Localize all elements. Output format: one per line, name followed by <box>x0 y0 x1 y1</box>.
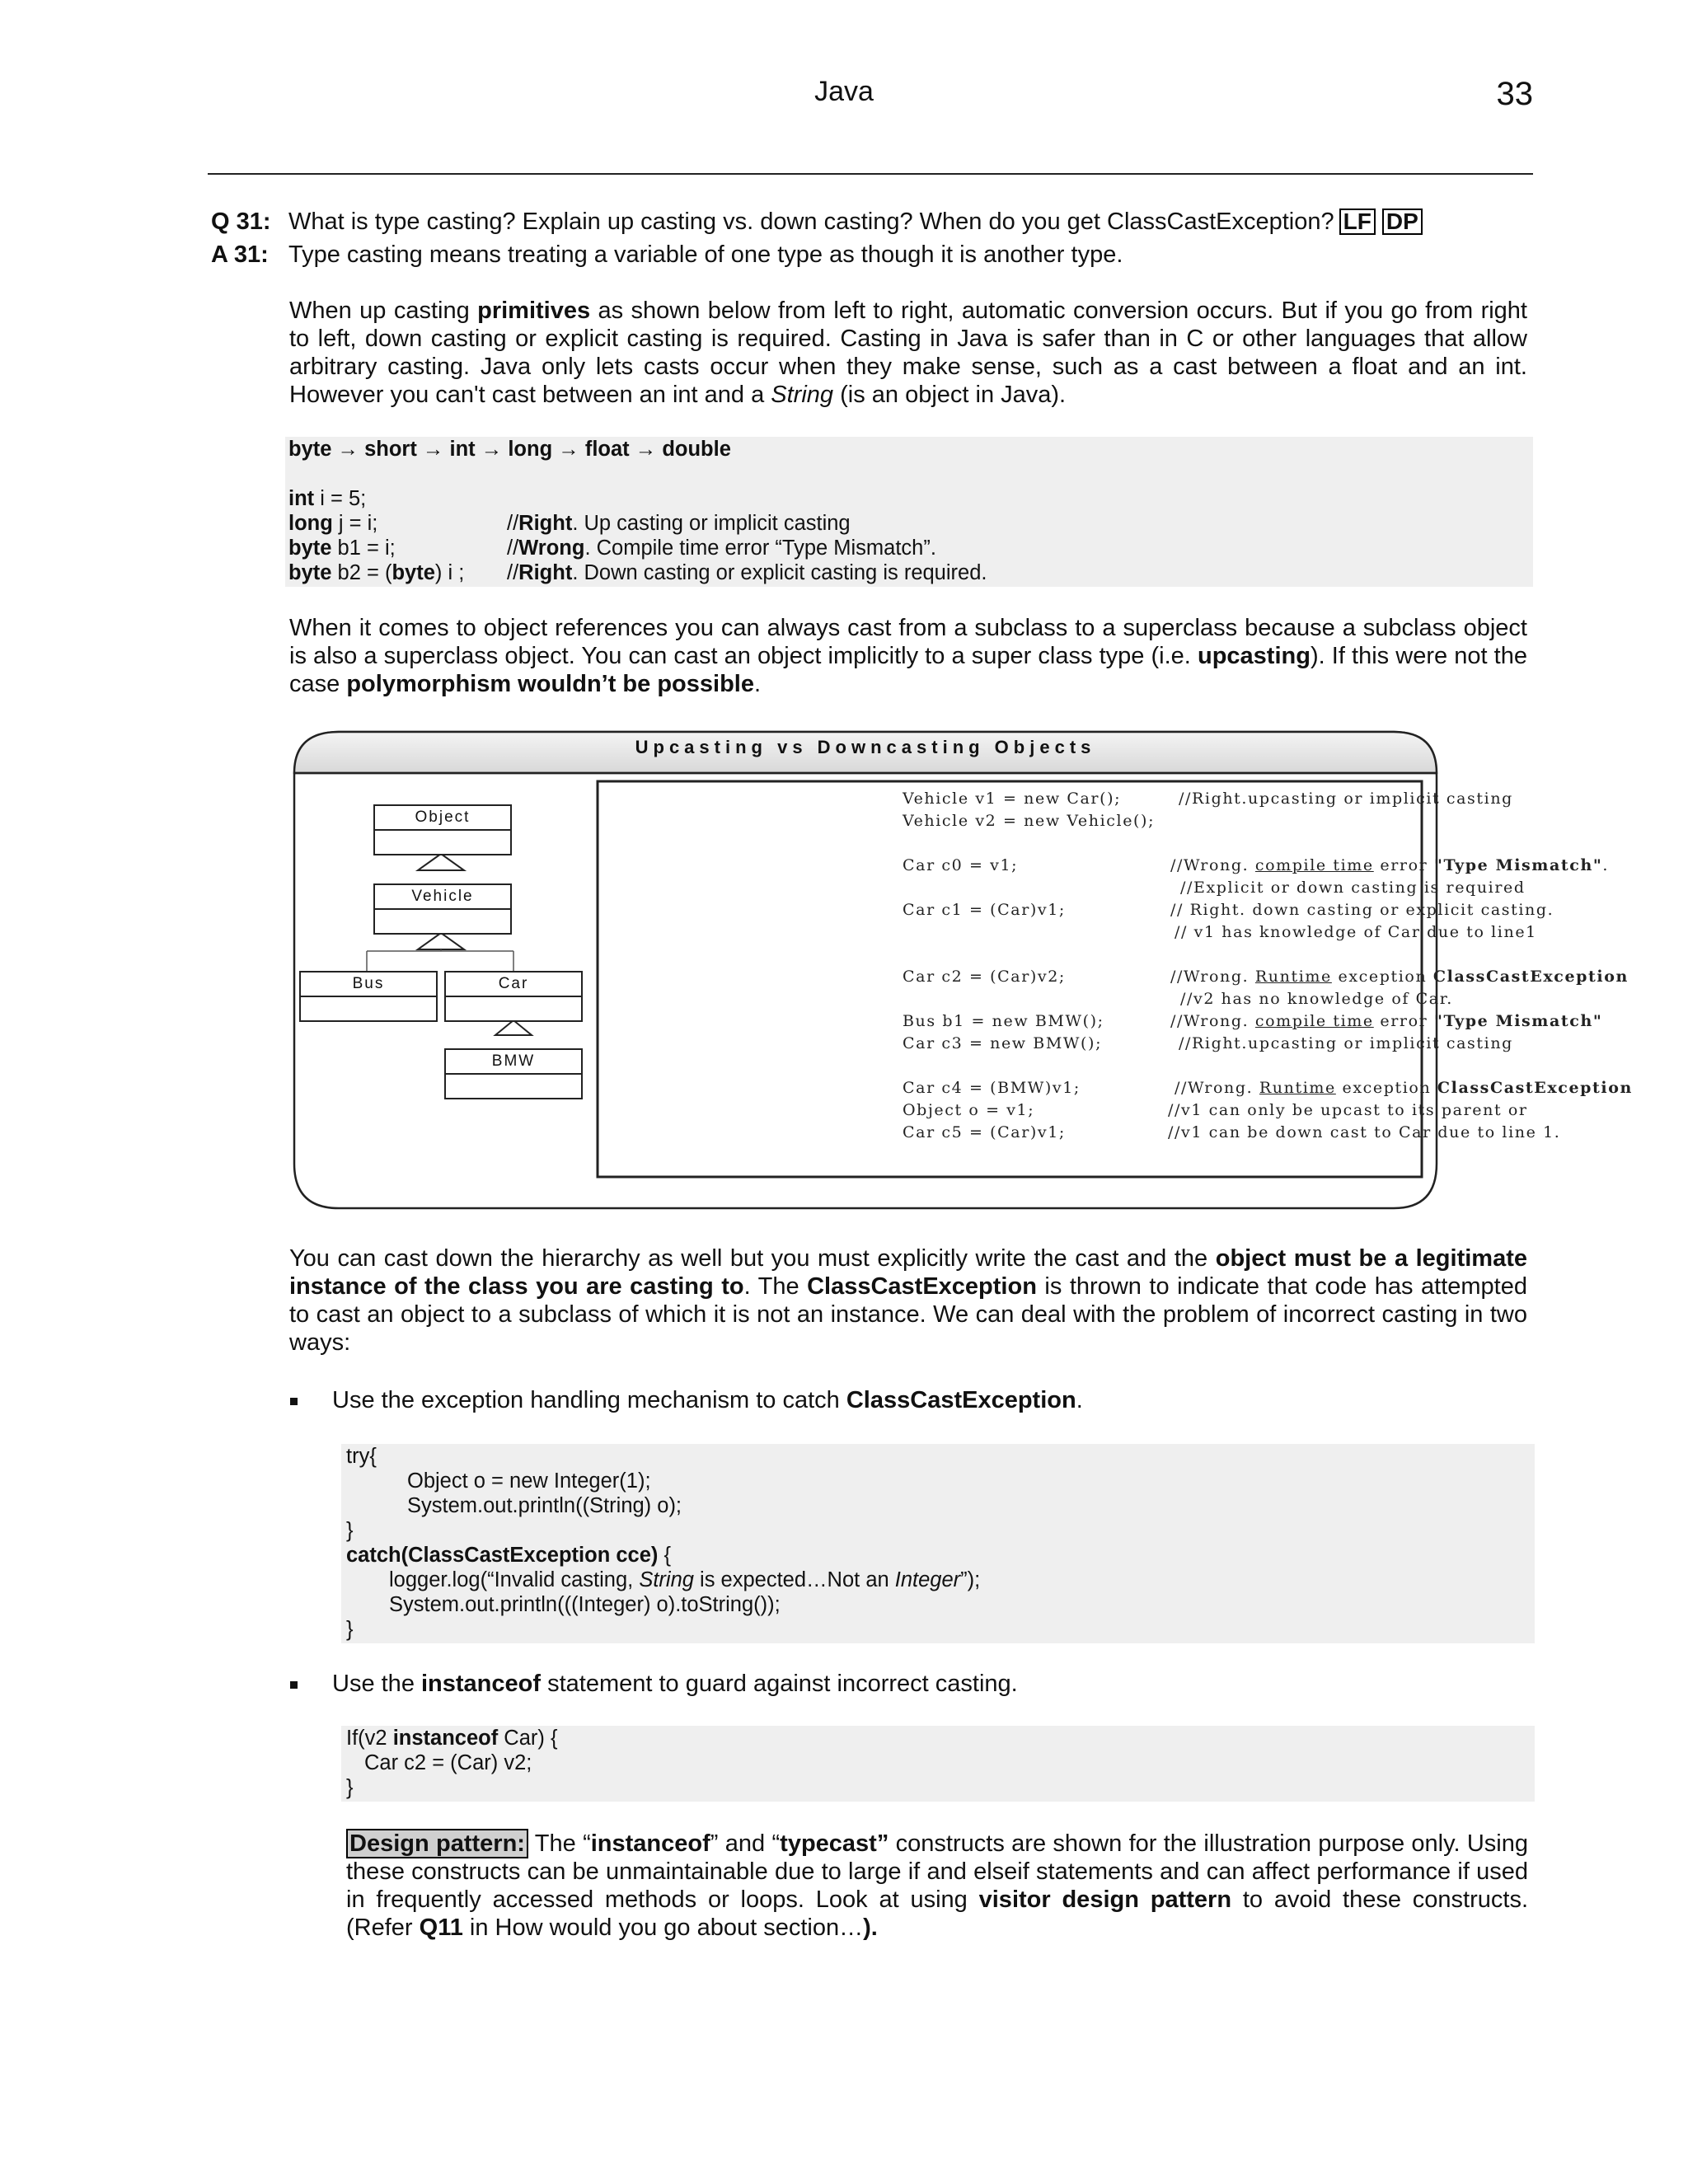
code-comment <box>507 511 851 536</box>
code-line <box>288 486 1533 511</box>
tag-dp: DP <box>1382 209 1423 235</box>
comment-bold: "Type Mismatch" <box>1433 1012 1603 1030</box>
figure-code <box>903 727 1688 1213</box>
text: When up casting <box>289 298 478 324</box>
tag-lf: LF <box>1339 209 1376 235</box>
code-comment: //Explicit or down casting is required <box>1180 879 1526 897</box>
text: ). If this were not the case <box>289 643 1527 697</box>
comment-text: //Wrong. <box>1175 1079 1259 1097</box>
text: When it comes to object references you can always cast from a subclass to a superclass because a subclass object is also a superclass object. You can cast an object implicitly to a super class type (i.e. <box>289 615 1527 669</box>
comment-bold: "Type Mismatch" <box>1433 856 1603 874</box>
code-line: try{ <box>346 1445 377 1468</box>
code-line <box>346 1568 1535 1592</box>
bold-text: polymorphism wouldn’t be possible <box>346 671 754 697</box>
class-name: Bus <box>301 972 436 997</box>
code-line: Object o = v1; <box>903 1101 1035 1119</box>
figure-title: Upcasting vs Downcasting Objects <box>635 737 1096 757</box>
question-label: Q 31: <box>211 209 271 235</box>
comment-text: . Compile time error “Type Mismatch”. <box>584 537 936 560</box>
answer <box>211 241 1530 269</box>
comment-text: // <box>507 561 519 584</box>
class-name: Object <box>375 806 510 831</box>
code-line: System.out.println(((Integer) o).toString()); <box>389 1593 781 1616</box>
code-line: Car c2 = (Car) v2; <box>364 1751 532 1774</box>
comment-text: error <box>1373 856 1434 874</box>
bold-text: upcasting <box>1197 643 1311 669</box>
code-line: Car c5 = (Car)v1; <box>903 1123 1066 1141</box>
code-line: Bus b1 = new BMW(); <box>903 1012 1104 1030</box>
code-comment <box>1170 968 1629 986</box>
primitive-casting-code <box>285 437 1533 587</box>
code-text: Car) { <box>498 1727 558 1750</box>
comment-text: // <box>507 512 519 535</box>
question-text: What is type casting? Explain up casting vs. down casting? When do you get ClassCastException? <box>288 209 1334 235</box>
text: as shown below from left to right, automatic conversion occurs. But if you go from right to left, down casting or explicit casting is required. Casting in Java is safer than in C or other languages that allow arbitrary casting. Java only lets casts occur when they make sense, such as a cast between a float and an int. However you can't cast between an int and a <box>289 298 1527 408</box>
comment-text: error <box>1373 1012 1434 1030</box>
comment-bold: Right <box>518 512 573 535</box>
code-line: Car c4 = (BMW)v1; <box>903 1079 1081 1097</box>
code-text: ) i ; <box>434 561 465 584</box>
text: is thrown to indicate that code has attempted to cast an object to a subclass of which it is not an instance. We can deal with the problem of incorrect casting in two ways: <box>289 1273 1527 1356</box>
code-line <box>288 536 1533 560</box>
comment-underline: compile time <box>1254 1012 1374 1030</box>
code-line: Object o = new Integer(1); <box>407 1469 651 1493</box>
code-text: i = 5; <box>314 487 367 510</box>
code-comment <box>1170 856 1609 874</box>
comment-text: exception <box>1335 1079 1437 1097</box>
class-bmw <box>444 1048 583 1099</box>
text: You can cast down the hierarchy as well but you must explicitly write the cast and the <box>289 1245 1216 1272</box>
italic-text: String <box>771 382 834 408</box>
header-title: Java <box>814 76 874 107</box>
comment-text: //Wrong. <box>1170 968 1255 986</box>
class-name: Vehicle <box>375 885 510 910</box>
text: The “ <box>528 1830 591 1857</box>
bold-text: typecast” <box>780 1830 889 1857</box>
code-comment <box>507 536 936 560</box>
comment-text: // <box>507 537 519 560</box>
code-comment: //v1 can be down cast to Car due to line 1. <box>1168 1123 1561 1141</box>
code-comment: //Right.upcasting or implicit casting <box>1179 790 1513 808</box>
answer-label: A 31: <box>211 241 269 268</box>
code-text: b2 = ( <box>331 561 392 584</box>
comment-underline: Runtime <box>1254 968 1332 986</box>
keyword: byte <box>392 561 435 584</box>
page-number: 33 <box>1496 76 1533 112</box>
code-comment <box>507 560 987 585</box>
text: statement to guard against incorrect casting. <box>541 1671 1018 1697</box>
comment-bold: ClassCastException <box>1437 1079 1633 1097</box>
class-object <box>373 804 512 855</box>
code-comment <box>1170 1012 1602 1030</box>
code-text: logger.log(“Invalid casting, <box>389 1568 640 1591</box>
code-line: Car c3 = new BMW(); <box>903 1034 1103 1052</box>
comment-bold: Right <box>518 561 573 584</box>
code-comment: //v1 can only be upcast to its parent or <box>1168 1101 1528 1119</box>
bold-text: object must be a legitimate instance of the class you are casting to <box>289 1245 1527 1300</box>
text: Use the <box>332 1671 421 1697</box>
code-line: Vehicle v2 = new Vehicle(); <box>903 812 1156 830</box>
keyword: instanceof <box>392 1727 499 1750</box>
code-comment <box>1175 1079 1633 1097</box>
code-line: Car c1 = (Car)v1; <box>903 901 1066 919</box>
code-text: is expected…Not an <box>693 1568 895 1591</box>
code-line: Vehicle v1 = new Car(); <box>903 790 1122 808</box>
text: Use the exception handling mechanism to catch <box>332 1387 846 1413</box>
comment-bold: Wrong <box>518 537 585 560</box>
class-car <box>444 971 583 1022</box>
code-line: } <box>346 1519 354 1542</box>
keyword: catch(ClassCastException cce) <box>346 1544 659 1567</box>
answer-intro: Type casting means treating a variable of one type as though it is another type. <box>288 241 1123 268</box>
instanceof-code <box>341 1726 1535 1802</box>
text: . <box>1076 1387 1083 1413</box>
class-vehicle <box>373 883 512 935</box>
code-comment: // v1 has knowledge of Car due to line1 <box>1175 923 1537 941</box>
bold-text: ). <box>863 1915 878 1941</box>
bold-text: ClassCastException <box>807 1273 1037 1300</box>
code-text: { <box>658 1544 672 1567</box>
code-line: System.out.println((String) o); <box>407 1494 682 1517</box>
bold-text: primitives <box>477 298 591 324</box>
upcasting-figure <box>293 727 1633 1213</box>
question <box>211 208 1530 236</box>
code-text: If(v2 <box>346 1727 393 1750</box>
comment-text: //Wrong. <box>1170 856 1255 874</box>
code-line: } <box>346 1618 354 1641</box>
text: . <box>753 671 762 697</box>
text: to avoid these constructs. (Refer <box>346 1886 1528 1941</box>
comment-text: exception <box>1331 968 1433 986</box>
code-line <box>288 511 1533 536</box>
text: in How would you go about section… <box>462 1915 864 1941</box>
code-comment: // Right. down casting or explicit casting. <box>1170 901 1554 919</box>
bullet-icon <box>290 1398 298 1405</box>
blank-row <box>288 462 1533 486</box>
text: . The <box>743 1273 808 1300</box>
class-name: BMW <box>446 1050 581 1075</box>
design-pattern-note <box>346 1830 1528 1942</box>
paragraph-primitives <box>289 297 1527 409</box>
keyword: byte <box>288 537 332 560</box>
bold-text: Q11 <box>419 1915 463 1941</box>
code-text: ”); <box>960 1568 981 1591</box>
comment-underline: compile time <box>1254 856 1374 874</box>
code-line: } <box>346 1776 354 1799</box>
paragraph-object-references <box>289 614 1527 698</box>
paragraph-classcastexception <box>289 1244 1527 1357</box>
comment-text: . Down casting or explicit casting is required. <box>572 561 987 584</box>
code-line <box>288 560 1533 585</box>
code-text: j = i; <box>332 512 378 535</box>
class-bus <box>299 971 438 1022</box>
text: ” and “ <box>710 1830 781 1857</box>
code-line <box>346 1726 1535 1750</box>
bullet-icon <box>290 1681 298 1689</box>
code-comment: //v2 has no knowledge of Car. <box>1180 990 1453 1008</box>
keyword: long <box>288 512 333 535</box>
conversion-chain: byte → short → int → long → float → double <box>288 438 731 461</box>
comment-text: //Wrong. <box>1170 1012 1255 1030</box>
bullet-exception-handling <box>290 1386 1526 1414</box>
bullet-instanceof <box>290 1670 1526 1698</box>
design-pattern-label: Design pattern: <box>346 1829 528 1858</box>
code-text: b1 = i; <box>331 537 396 560</box>
bold-text: instanceof <box>421 1671 542 1697</box>
keyword: int <box>288 487 315 510</box>
bold-text: ClassCastException <box>846 1387 1076 1413</box>
code-line: Car c2 = (Car)v2; <box>903 968 1066 986</box>
try-catch-code <box>341 1444 1535 1643</box>
comment-underline: Runtime <box>1259 1079 1336 1097</box>
italic-text: String <box>639 1568 694 1591</box>
comment-text: . <box>1602 856 1610 874</box>
code-line: Car c0 = v1; <box>903 856 1019 874</box>
bold-text: visitor design pattern <box>978 1886 1232 1913</box>
italic-text: Integer <box>894 1568 961 1591</box>
text: (is an object in Java). <box>833 382 1067 408</box>
comment-bold: ClassCastException <box>1432 968 1629 986</box>
header-rule <box>208 173 1533 175</box>
text: constructs are shown for the illustration purpose only. Using these constructs can be unmaintainable due to large if and elseif statements and can affect performance if used in frequently accessed methods or loops. Look at using <box>346 1830 1528 1913</box>
code-comment: //Right.upcasting or implicit casting <box>1179 1034 1513 1052</box>
bold-text: instanceof <box>590 1830 710 1857</box>
code-line <box>346 1543 1535 1568</box>
keyword: byte <box>288 561 332 584</box>
class-name: Car <box>446 972 581 997</box>
comment-text: . Up casting or implicit casting <box>572 512 851 535</box>
